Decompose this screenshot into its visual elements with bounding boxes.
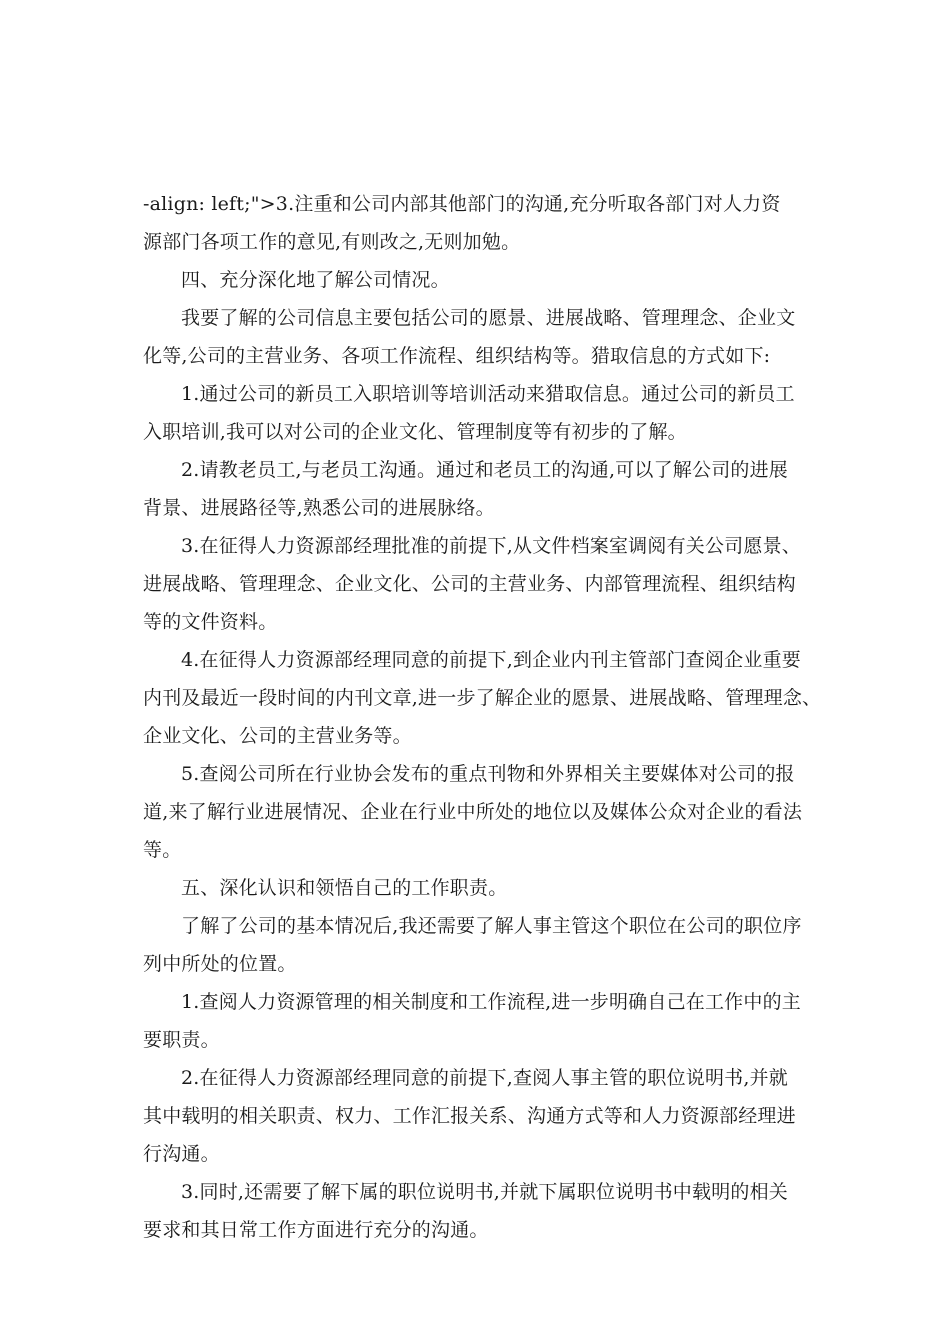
list-item: 1.通过公司的新员工入职培训等培训活动来猎取信息。通过公司的新员工 [181,383,795,405]
text-line: 要职责。 [143,1029,220,1051]
list-item: 2.在征得人力资源部经理同意的前提下,查阅人事主管的职位说明书,并就 [181,1067,789,1089]
list-item: 5.查阅公司所在行业协会发布的重点刊物和外界相关主要媒体对公司的报 [181,763,795,785]
section-heading: 四、充分深化地了解公司情况。 [181,269,450,291]
text-line: 我要了解的公司信息主要包括公司的愿景、进展战略、管理理念、企业文 [181,307,796,329]
text-line: 企业文化、公司的主营业务等。 [143,725,412,747]
text-line: 内刊及最近一段时间的内刊文章,进一步了解企业的愿景、进展战略、管理理念、 [143,687,822,709]
text-line: 化等,公司的主营业务、各项工作流程、组织结构等。猎取信息的方式如下: [143,345,771,367]
text-line: 道,来了解行业进展情况、企业在行业中所处的地位以及媒体公众对企业的看法 [143,801,803,823]
text-line: -align: left;">3.注重和公司内部其他部门的沟通,充分听取各部门对人力资 [143,193,781,215]
text-line: 等的文件资料。 [143,611,278,633]
list-item: 2.请教老员工,与老员工沟通。通过和老员工的沟通,可以了解公司的进展 [181,459,789,481]
list-item: 4.在征得人力资源部经理同意的前提下,到企业内刊主管部门查阅企业重要 [181,649,801,671]
text-line: 要求和其日常工作方面进行充分的沟通。 [143,1219,489,1241]
text-line: 源部门各项工作的意见,有则改之,无则加勉。 [143,231,521,253]
document-page [143,185,823,1249]
section-heading: 五、深化认识和领悟自己的工作职责。 [181,877,508,899]
text-line: 列中所处的位置。 [143,953,297,975]
list-item: 3.同时,还需要了解下属的职位说明书,并就下属职位说明书中载明的相关 [181,1181,789,1203]
text-line: 了解了公司的基本情况后,我还需要了解人事主管这个职位在公司的职位序 [181,915,802,937]
list-item: 1.查阅人力资源管理的相关制度和工作流程,进一步明确自己在工作中的主 [181,991,801,1013]
text-line: 背景、进展路径等,熟悉公司的进展脉络。 [143,497,495,519]
text-line: 进展战略、管理理念、企业文化、公司的主营业务、内部管理流程、组织结构 [143,573,796,595]
text-line: 行沟通。 [143,1143,220,1165]
text-line: 等。 [143,839,182,861]
list-item: 3.在征得人力资源部经理批准的前提下,从文件档案室调阅有关公司愿景、 [181,535,801,557]
text-line: 入职培训,我可以对公司的企业文化、管理制度等有初步的了解。 [143,421,687,443]
text-line: 其中载明的相关职责、权力、工作汇报关系、沟通方式等和人力资源部经理进 [143,1105,796,1127]
